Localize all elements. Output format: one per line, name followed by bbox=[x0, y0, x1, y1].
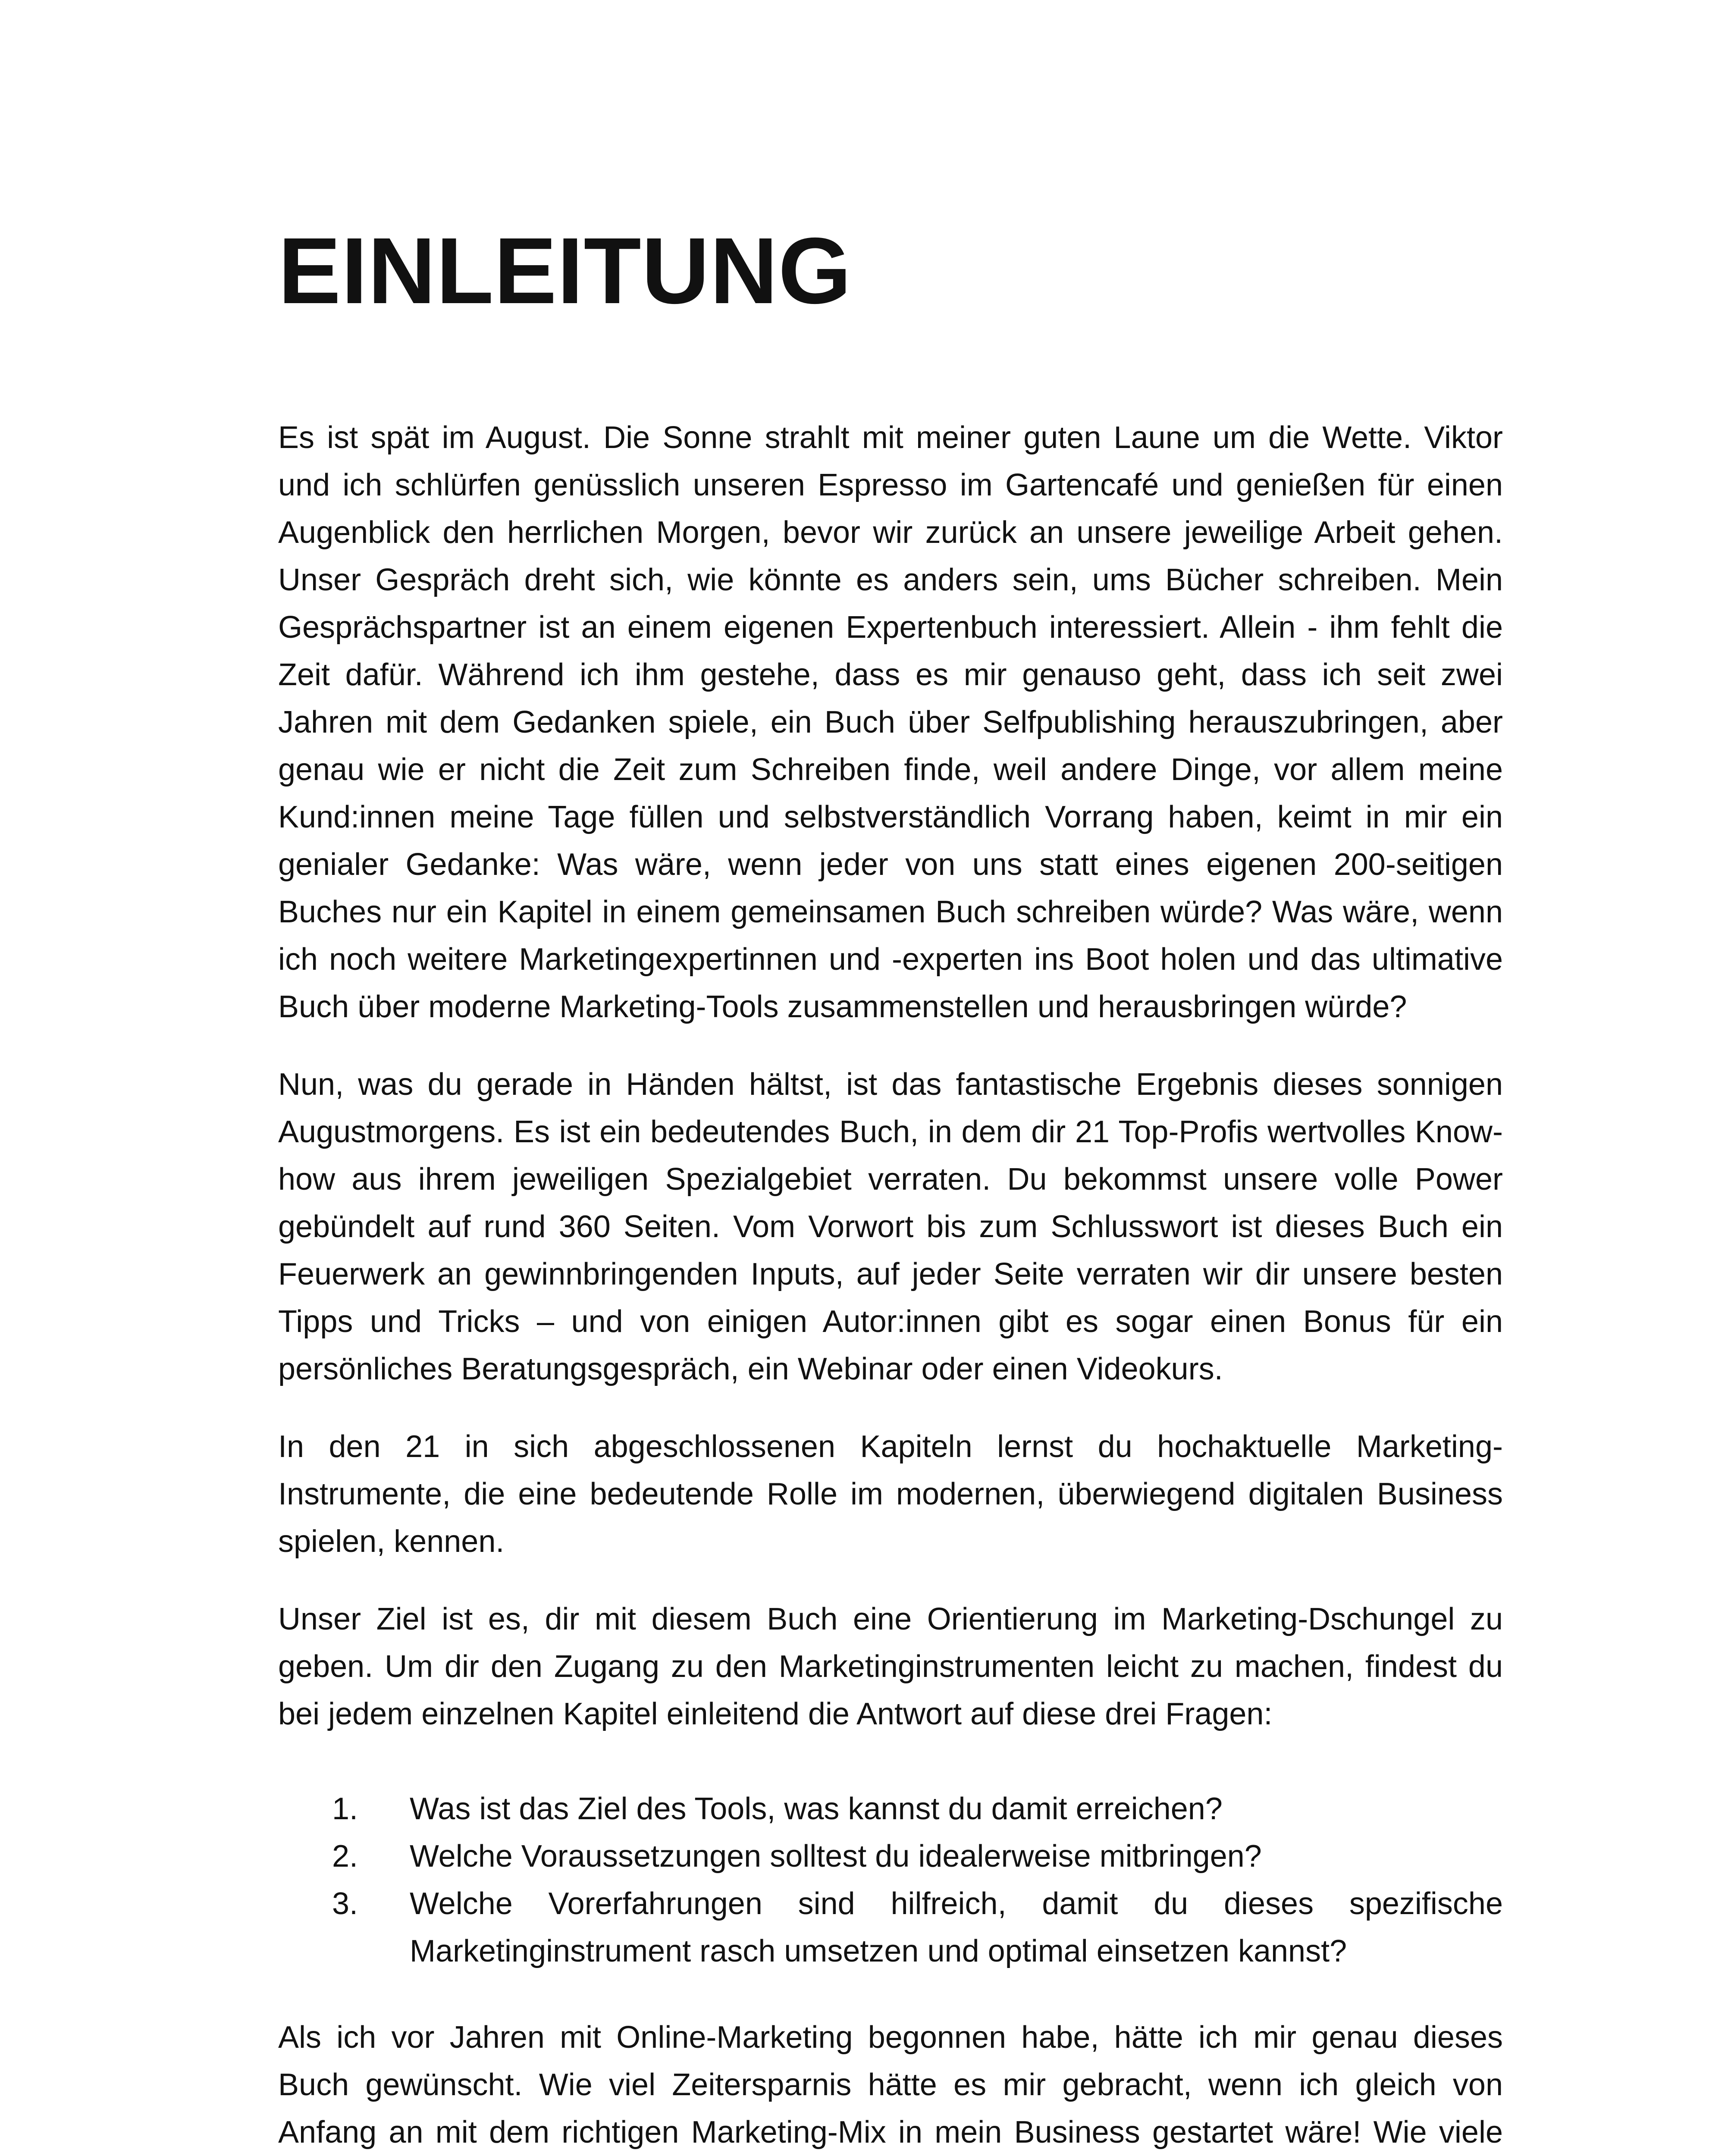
paragraph-goal: Unser Ziel ist es, dir mit diesem Buch eine Orientierung im Marketing-Dschungel zu geben. Um dir den Zugang zu den Marketinginstrumenten leicht zu machen, findest du bei jedem einzelnen Kapitel einleitend die Antwort auf diese drei Fragen: bbox=[278, 1602, 1503, 1731]
question-item bbox=[278, 1833, 1503, 1880]
question-item bbox=[278, 1880, 1503, 1975]
paragraph-intro: Es ist spät im August. Die Sonne strahlt mit meiner guten Laune um die Wette. Viktor und ich schlürfen genüsslich unseren Espresso im Gartencafé und genießen für einen Augenblick den herrlichen Morgen, bevor wir zurück an unsere jeweilige Arbeit gehen. Unser Gespräch dreht sich, wie könnte es anders sein, ums Bücher schreiben. Mein Gesprächspartner ist an einem eigenen Expertenbuch interessiert. Allein - ihm fehlt die Zeit dafür. Während ich ihm gestehe, dass es mir genauso geht, dass ich seit zwei Jahren mit dem Gedanken spiele, ein Buch über Selfpublishing herauszubringen, aber genau wie er nicht die Zeit zum Schreiben finde, weil andere Dinge, vor allem meine Kund:innen meine Tage füllen und selbstverständlich Vorrang haben, keimt in mir ein genialer Gedanke: Was wäre, wenn jeder von uns statt eines eigenen 200-seitigen Buches nur ein Kapitel in einem gemeinsamen Buch schreiben würde? Was wäre, wenn ich noch weitere Marketingexpertinnen und -experten ins Boot holen und das ultimative Buch über moderne Marketing-Tools zusammenstellen und herausbringen würde? bbox=[278, 420, 1503, 1024]
question-item bbox=[278, 1785, 1503, 1833]
question-number: 2. bbox=[332, 1839, 358, 1874]
chapter-body bbox=[278, 414, 1503, 2156]
question-text: Was ist das Ziel des Tools, was kannst du damit erreichen? bbox=[410, 1792, 1223, 1826]
question-number: 1. bbox=[332, 1792, 358, 1826]
chapter-title: EINLEITUNG bbox=[278, 219, 852, 323]
question-text: Welche Voraussetzungen solltest du idealerweise mitbringen? bbox=[410, 1839, 1262, 1874]
paragraph-result: Nun, was du gerade in Händen hältst, ist das fantastische Ergebnis dieses sonnigen Augustmorgens. Es ist ein bedeutendes Buch, in dem dir 21 Top-Profis wertvolles Know-how aus ihrem jeweiligen Spezialgebiet verraten. Du bekommst unsere volle Power gebündelt auf rund 360 Seiten. Vom Vorwort bis zum Schlusswort ist dieses Buch ein Feuerwerk an gewinnbringenden Inputs, auf jeder Seite verraten wir dir unsere besten Tipps und Tricks – und von einigen Autor:innen gibt es sogar einen Bonus für ein persönliches Beratungsgespräch, ein Webinar oder einen Videokurs. bbox=[278, 1067, 1503, 1386]
question-text: Welche Vorerfahrungen sind hilfreich, damit du dieses spezifische Marketinginstrument rasch umsetzen und optimal einsetzen kannst? bbox=[410, 1887, 1503, 1968]
paragraph-chapters: In den 21 in sich abgeschlossenen Kapiteln lernst du hochaktuelle Marketing-Instrumente, die eine bedeutende Rolle im modernen, überwiegend digitalen Business spielen, kennen. bbox=[278, 1429, 1503, 1559]
paragraph-closing: Als ich vor Jahren mit Online-Marketing begonnen habe, hätte ich mir genau dieses Buch gewünscht. Wie viel Zeitersparnis hätte es mir gebracht, wenn ich gleich von Anfang an mit dem richtigen Marketing-Mix in mein Business gestartet wäre! Wie viele bbox=[278, 2020, 1503, 2150]
question-list bbox=[278, 1768, 1503, 1984]
question-number: 3. bbox=[332, 1887, 358, 1921]
